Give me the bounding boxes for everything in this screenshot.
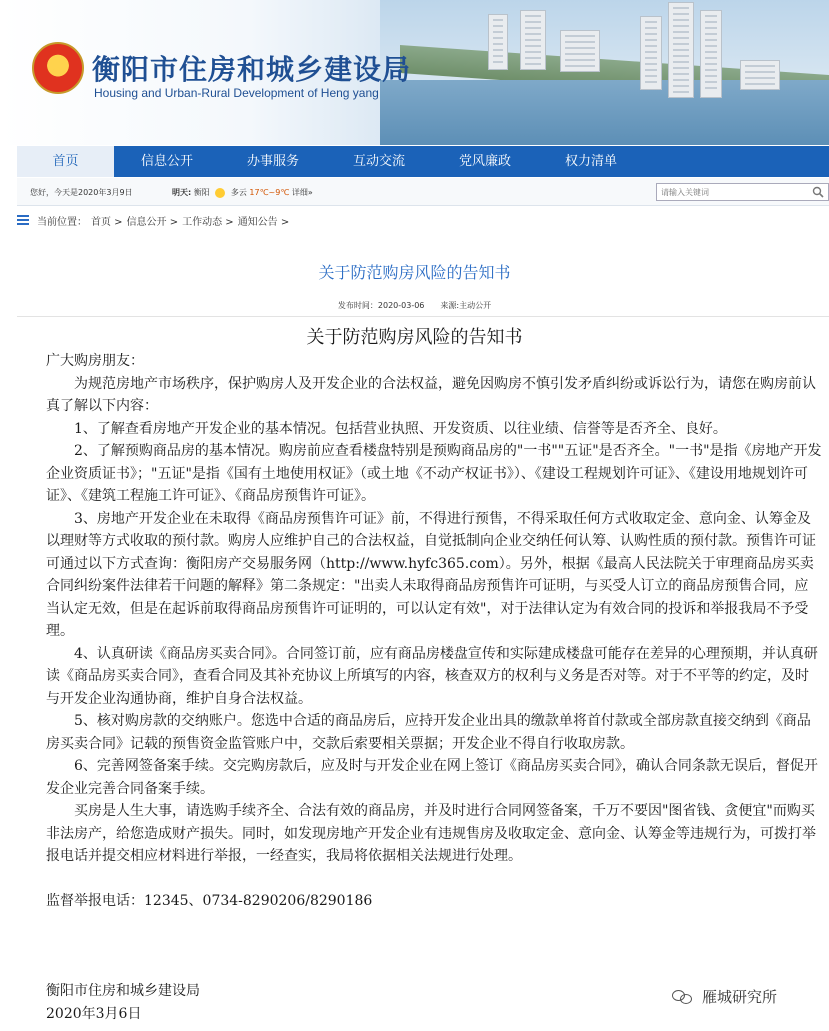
info-bar bbox=[17, 178, 829, 206]
weather-city: 衡阳 bbox=[193, 188, 210, 197]
banner-building bbox=[668, 2, 694, 98]
salutation: 广大购房朋友： bbox=[46, 353, 144, 369]
sun-cloud-icon bbox=[215, 188, 225, 198]
divider bbox=[17, 316, 829, 317]
breadcrumb-work-news[interactable]: 工作动态 > bbox=[182, 216, 234, 228]
article-body bbox=[46, 350, 822, 868]
weather-detail-link[interactable]: 详细» bbox=[291, 188, 313, 197]
national-emblem-icon: ★ bbox=[32, 42, 84, 94]
nav-item-interaction[interactable]: 互动交流 bbox=[352, 154, 405, 169]
watermark bbox=[672, 986, 777, 1007]
paragraph: 4、认真研读《商品房买卖合同》。合同签订前，应有商品房楼盘宣传和实际建成楼盘可能存在差异的心理预期，并认真研读《商品房买卖合同》，查看合同及其补充协议上所填写的内容，核查双方的权利与义务是否对等。对于不平等的约定，及时与开发企业沟通协商，维护自身合法权益。 bbox=[46, 645, 818, 707]
breadcrumb bbox=[17, 212, 293, 228]
paragraph: 买房是人生大事，请选购手续齐全、合法有效的商品房，并及时进行合同网签备案，千万不要因"图省钱、贪便宜"而购买非法房产，给您造成财产损失。同时，如发现房地产开发企业有违规售房及收取定金、意向金、认筹金等违规行为，可拨打举报电话并提交相应材料进行举报，一经查实，我局将依据相关法规进行处理。 bbox=[46, 803, 816, 864]
site-banner bbox=[0, 0, 829, 145]
breadcrumb-home[interactable]: 首页 > bbox=[91, 216, 123, 228]
wechat-icon bbox=[672, 988, 694, 1006]
banner-building bbox=[740, 60, 780, 90]
weather-prefix: 明天: bbox=[172, 188, 192, 197]
search-box bbox=[656, 183, 829, 201]
paragraph: 为规范房地产市场秩序，保护购房人及开发企业的合法权益，避免因购房不慎引发矛盾纠纷或诉讼行为，请您在购房前认真了解以下内容： bbox=[46, 375, 816, 414]
article-meta: 发布时间：2020-03-06 来源:主动公开 bbox=[337, 301, 492, 310]
banner-building bbox=[700, 10, 722, 98]
weather-widget bbox=[172, 187, 313, 198]
banner-building bbox=[520, 10, 546, 70]
site-title[interactable]: 衡阳市住房和城乡建设局 bbox=[92, 53, 412, 86]
report-hotline: 监督举报电话：12345、0734-8290206/8290186 bbox=[46, 893, 373, 909]
breadcrumb-info-disclosure[interactable]: 信息公开 > bbox=[126, 216, 179, 228]
banner-building bbox=[488, 14, 508, 70]
article-heading: 关于防范购房风险的告知书 bbox=[318, 263, 511, 282]
paragraph: 1、了解查看房地产开发企业的基本情况。包括营业执照、开发资质、以往业绩、信誉等是否齐全、良好。 bbox=[74, 420, 727, 437]
paragraph: 2、了解预购商品房的基本情况。购房前应查看楼盘特别是预购商品房的"一书""五证"是否齐全。"一书"是指《房地产开发企业资质证书》；"五证"是指《国有土地使用权证》（或土地《不动产权证书》）、《建设工程规划许可证》、《建设用地规划许可证》、《建筑工程施工许可证》、《商品房预售许可证》。 bbox=[46, 443, 822, 504]
breadcrumb-notices[interactable]: 通知公告 > bbox=[237, 216, 290, 228]
document-title: 关于防范购房风险的告知书 bbox=[306, 327, 523, 348]
signature-org: 衡阳市住房和城乡建设局 bbox=[46, 983, 200, 999]
weather-temperature: 17℃~9℃ bbox=[249, 188, 290, 197]
signature-date: 2020年3月6日 bbox=[46, 1006, 142, 1022]
list-icon bbox=[17, 215, 29, 225]
nav-item-info-disclosure[interactable]: 信息公开 bbox=[140, 154, 193, 169]
watermark-text: 雁城研究所 bbox=[702, 988, 778, 1006]
banner-building bbox=[640, 16, 662, 90]
nav-item-home[interactable]: 首页 bbox=[17, 146, 114, 177]
breadcrumb-prefix: 当前位置： bbox=[37, 216, 87, 228]
paragraph: 6、完善网签备案手续。交完购房款后，应及时与开发企业在网上签订《商品房买卖合同》，确认合同条款无误后，督促开发企业完善合同备案手续。 bbox=[46, 758, 818, 797]
site-subtitle: Housing and Urban-Rural Development of Heng yang bbox=[94, 86, 379, 100]
search-icon[interactable] bbox=[812, 186, 824, 198]
paragraph: 3、房地产开发企业在未取得《商品房预售许可证》前，不得进行预售，不得采取任何方式收取定金、意向金、认筹金及以理财等方式收取的预付款。购房人应维护自己的合法权益，自觉抵制向企业交纳任何认筹、认购性质的预付款。预售许可证可通过以下方式查询：衡阳房产交易服务网（http://www.hyfc365.com）。另外，根据《最高人民法院关于审理商品房买卖合同纠纷案件法律若干问题的解释》第二条规定："出卖人未取得商品房预售许可证明，与买受人订立的商品房预售合同，应当认定无效，但是在起诉前取得商品房预售许可证明的，可以认定有效"，对于法律认定为有效合同的投诉和举报我局不予受理。 bbox=[46, 510, 816, 639]
nav-item-power-list[interactable]: 权力清单 bbox=[564, 154, 617, 169]
search-input[interactable] bbox=[657, 184, 805, 200]
nav-item-services[interactable]: 办事服务 bbox=[246, 154, 299, 169]
weather-condition: 多云 bbox=[230, 188, 247, 197]
paragraph: 5、核对购房款的交纳账户。您选中合适的商品房后，应持开发企业出具的缴款单将首付款或全部房款直接交纳到《商品房买卖合同》记载的预售资金监管账户中，交款后索要相关票据；开发企业不得自行收取房款。 bbox=[46, 713, 811, 752]
banner-building bbox=[560, 30, 600, 72]
nav-item-integrity[interactable]: 党风廉政 bbox=[458, 154, 511, 169]
today-date: 您好，今天是2020年3月9日 bbox=[30, 188, 133, 197]
main-nav bbox=[17, 146, 829, 177]
